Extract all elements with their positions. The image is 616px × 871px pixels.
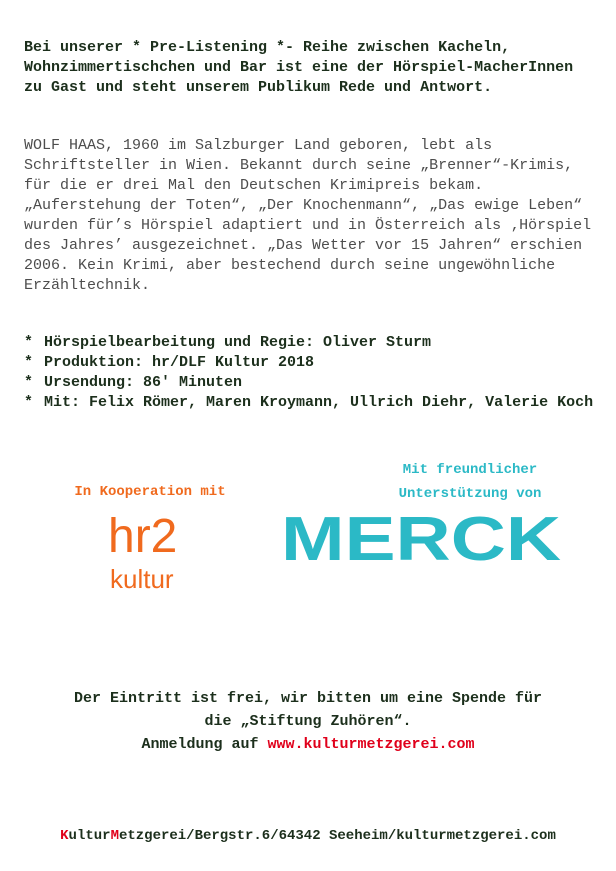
credit-text: Hörspielbearbeitung und Regie: Oliver Sturm: [44, 334, 432, 351]
credit-text: Produktion: hr/DLF Kultur 2018: [44, 354, 315, 371]
kultur-logo-text: kultur: [110, 564, 174, 594]
registration-link[interactable]: www.kulturmetzgerei.com: [267, 736, 475, 753]
intro-text: Bei unserer * Pre-Listening *- Reihe zwischen Kacheln, Wohnzimmertischchen und Bar ist eine der Hörspiel-MacherInnen zu Gast und steht unserem Publikum Rede und Antwort.: [24, 39, 574, 96]
hr2-kultur-logo: [108, 508, 218, 594]
footer-address: [0, 826, 616, 846]
credits-list: [24, 333, 594, 413]
entry-line1: Der Eintritt ist frei, wir bitten um eine Spende für: [73, 690, 543, 707]
registration-line: [0, 733, 616, 756]
sponsor-label: [350, 458, 590, 506]
bullet-star: *: [24, 394, 34, 411]
footer-part1: ultur: [68, 828, 111, 844]
sponsor-label-line1: Mit freundlicher: [402, 462, 538, 478]
credit-text: Ursendung: 86' Minuten: [44, 374, 243, 391]
sponsor-label-line2: Unterstützung von: [398, 486, 542, 502]
entry-info: [0, 687, 616, 756]
footer-letter-m: M: [110, 828, 119, 844]
credit-item: [24, 393, 594, 413]
hr2-logo-text: hr2: [108, 510, 178, 563]
merck-logo: [279, 508, 564, 570]
bullet-star: *: [24, 334, 34, 351]
merck-logo-text: MERCK: [281, 508, 562, 570]
registration-prefix: Anmeldung auf: [141, 736, 259, 753]
credit-item: [24, 353, 594, 373]
entry-line2: die „Stiftung Zuhören“.: [204, 713, 412, 730]
footer-letter-k: K: [60, 828, 69, 844]
bullet-star: *: [24, 354, 34, 371]
bullet-star: *: [24, 374, 34, 391]
credit-item: [24, 333, 594, 353]
cooperation-label: In Kooperation mit: [74, 484, 226, 500]
credit-item: [24, 373, 594, 393]
credit-text: Mit: Felix Römer, Maren Kroymann, Ullrich Diehr, Valerie Koch: [44, 394, 594, 411]
bio-text: WOLF HAAS, 1960 im Salzburger Land geboren, lebt als Schriftsteller in Wien. Bekannt durch seine „Brenner“-Krimis, für die er drei Mal den Deutschen Krimipreis bekam. „Auferstehung der Toten“, „Der Knochenmann“, „Das ewige Leben“ wurden für’s Hörspiel adaptiert und in Österreich als ‚Hörspiel des Jahres’ ausgezeichnet. „Das Wetter vor 15 Jahren“ erschien 2006. Kein Krimi, aber bestechend durch seine ungewöhnliche Erzähltechnik.: [24, 137, 592, 294]
footer-part2: etzgerei/Bergstr.6/64342 Seeheim/kulturmetzgerei.com: [118, 828, 556, 844]
